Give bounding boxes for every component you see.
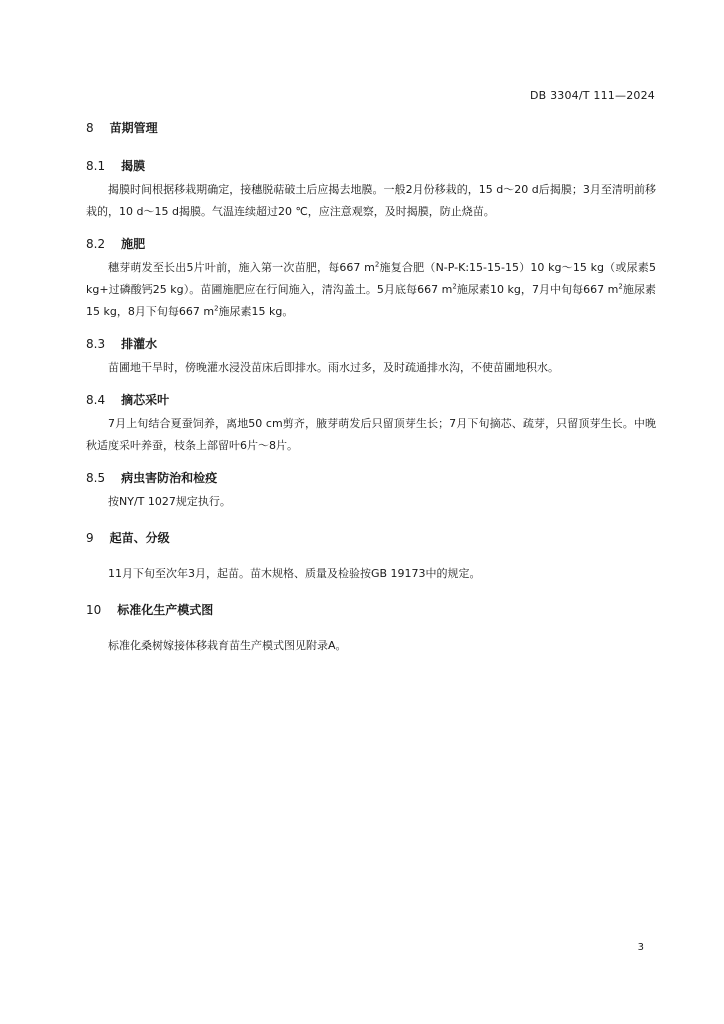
superscript: 2 <box>374 260 380 269</box>
paragraph-8-3: 苗圃地干旱时，傍晚灌水浸没苗床后即排水。雨水过多，及时疏通排水沟，不使苗圃地积水。 <box>108 361 559 374</box>
text-fragment: 施复合肥（N-P-K:15-15-15）10 kg～15 kg（或尿素5 kg+过磷酸钙25 kg）。苗圃施肥应在行间施入，清沟盖土。5月底每667 m <box>86 261 656 296</box>
section-number: 8.5 <box>86 471 106 485</box>
section-title: 病虫害防治和检疫 <box>121 471 218 485</box>
paragraph-8-4: 7月上旬结合夏蚕饲养，离地50 cm剪齐，腋芽萌发后只留顶芽生长；7月下旬摘芯、疏芽，只留顶芽生长。中晚秋适度采叶养蚕，枝条上部留叶6片～8片。 <box>86 417 656 452</box>
section-title: 起苗、分级 <box>109 531 170 545</box>
section-number: 8.1 <box>86 159 106 173</box>
superscript: 2 <box>452 282 457 291</box>
page-number: 3 <box>637 942 644 953</box>
document-body <box>86 119 656 657</box>
superscript: 2 <box>214 304 219 313</box>
standard-code: DB 3304/T 111—2024 <box>529 89 655 102</box>
section-title: 摘芯采叶 <box>121 393 170 407</box>
section-number: 8.3 <box>86 337 106 351</box>
text-fragment: 施尿素10 kg，7月中旬每667 m <box>456 283 619 296</box>
section-title: 施肥 <box>121 237 146 251</box>
paragraph-9: 11月下旬至次年3月，起苗。苗木规格、质量及检验按GB 19173中的规定。 <box>108 567 481 580</box>
heading-section-10 <box>86 601 656 619</box>
section-number: 10 <box>86 603 102 617</box>
heading-section-9 <box>86 529 656 547</box>
heading-section-8 <box>86 119 656 137</box>
text-fragment: 穗芽萌发至长出5片叶前，施入第一次苗肥，每667 m <box>108 261 375 274</box>
heading-section-8-4 <box>86 391 656 409</box>
text-fragment: 施尿素15 kg，8月下旬每667 m <box>86 283 656 318</box>
section-number: 8 <box>86 121 94 135</box>
heading-section-8-5 <box>86 469 656 487</box>
paragraph-8-2 <box>86 257 656 323</box>
heading-section-8-2 <box>86 235 656 253</box>
section-title: 苗期管理 <box>109 121 158 135</box>
heading-section-8-1 <box>86 157 656 175</box>
section-title: 排灌水 <box>121 337 158 351</box>
paragraph-10: 标准化桑树嫁接体移栽育苗生产模式图见附录A。 <box>108 639 347 652</box>
section-title: 揭膜 <box>121 159 146 173</box>
superscript: 2 <box>618 282 623 291</box>
section-title: 标准化生产模式图 <box>117 603 214 617</box>
section-number: 8.4 <box>86 393 106 407</box>
text-fragment: 施尿素15 kg。 <box>218 305 294 318</box>
paragraph-8-1: 揭膜时间根据移栽期确定，接穗脱萜破土后应揭去地膜。一般2月份移栽的，15 d～20 d后揭膜；3月至清明前移栽的，10 d～15 d揭膜。气温连续超过20 ℃，应注意观察，及时揭膜，防止烧苗。 <box>86 183 656 218</box>
heading-section-8-3 <box>86 335 656 353</box>
paragraph-8-5: 按NY/T 1027规定执行。 <box>108 495 231 508</box>
section-number: 9 <box>86 531 94 545</box>
section-number: 8.2 <box>86 237 106 251</box>
